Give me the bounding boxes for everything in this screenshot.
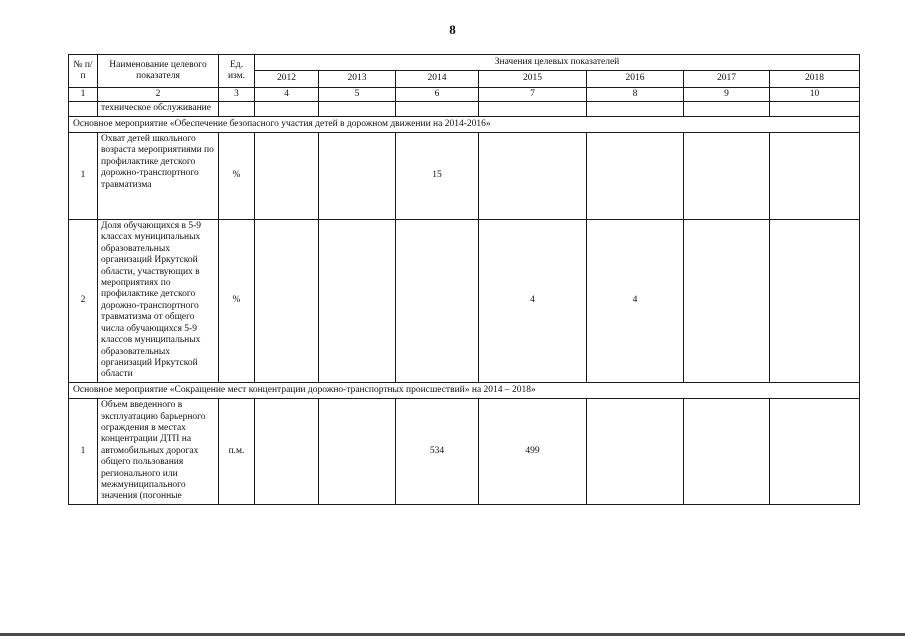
indicator-unit xyxy=(219,102,255,116)
indicator-unit: % xyxy=(219,133,255,220)
value-cell xyxy=(587,399,684,505)
value-cell xyxy=(587,102,684,116)
indicator-name: Доля обучающихся в 5-9 классах муниципальных образовательных организаций Иркутской области, участвующих в мероприятиях по профилактике детского дорожно-транспортного травматизма от общего числа обучающихся 5-9 классов муниципальных образовательных организаций Иркутской области xyxy=(98,220,219,383)
table-row xyxy=(69,102,860,116)
value-cell xyxy=(319,399,396,505)
value-cell xyxy=(319,220,396,383)
column-number: 7 xyxy=(479,87,587,101)
name-header: Наименование целевого показателя xyxy=(98,55,219,88)
value-cell xyxy=(319,102,396,116)
year-header: 2016 xyxy=(587,71,684,87)
value-cell xyxy=(255,133,319,220)
value-cell xyxy=(684,220,770,383)
table-row xyxy=(69,399,860,505)
column-number: 4 xyxy=(255,87,319,101)
column-number: 10 xyxy=(770,87,860,101)
column-number: 8 xyxy=(587,87,684,101)
value-cell xyxy=(684,102,770,116)
year-header: 2013 xyxy=(319,71,396,87)
year-header: 2014 xyxy=(396,71,479,87)
row-number: 2 xyxy=(69,220,98,383)
value-cell xyxy=(770,133,860,220)
value-cell xyxy=(255,102,319,116)
value-cell xyxy=(396,102,479,116)
year-header: 2015 xyxy=(479,71,587,87)
value-cell xyxy=(255,399,319,505)
section-header-row xyxy=(69,116,860,132)
indicator-unit: % xyxy=(219,220,255,383)
year-header: 2018 xyxy=(770,71,860,87)
column-number: 9 xyxy=(684,87,770,101)
value-cell xyxy=(319,133,396,220)
value-cell xyxy=(587,133,684,220)
value-cell: 4 xyxy=(479,220,587,383)
column-number: 6 xyxy=(396,87,479,101)
table-row xyxy=(69,220,860,383)
row-number: 1 xyxy=(69,399,98,505)
row-number xyxy=(69,102,98,116)
value-cell xyxy=(770,399,860,505)
indicator-name: техническое обслуживание xyxy=(98,102,219,116)
section-header-row xyxy=(69,382,860,398)
value-cell xyxy=(479,102,587,116)
indicator-unit: п.м. xyxy=(219,399,255,505)
value-cell: 15 xyxy=(396,133,479,220)
section-title: Основное мероприятие «Обеспечение безопасного участия детей в дорожном движении на 2014-2016» xyxy=(69,116,860,132)
indicator-name: Объем введенного в эксплуатацию барьерного ограждения в местах концентрации ДТП на автомобильных дорогах общего пользования регионального или межмуниципального значения (погонные xyxy=(98,399,219,505)
values-header: Значения целевых показателей xyxy=(255,55,860,71)
unit-header: Ед. изм. xyxy=(219,55,255,88)
column-number-row xyxy=(69,87,860,101)
bottom-edge-line xyxy=(0,633,905,636)
target-indicators-table xyxy=(68,54,860,505)
row-number: 1 xyxy=(69,133,98,220)
page-number: 8 xyxy=(449,22,456,37)
header-row-1 xyxy=(69,55,860,71)
value-cell xyxy=(770,102,860,116)
value-cell xyxy=(255,220,319,383)
value-cell xyxy=(479,133,587,220)
value-cell: 534 xyxy=(396,399,479,505)
indicator-name: Охват детей школьного возраста мероприятиями по профилактике детского дорожно-транспортного травматизма xyxy=(98,133,219,220)
column-number: 2 xyxy=(98,87,219,101)
year-header: 2012 xyxy=(255,71,319,87)
value-cell xyxy=(770,220,860,383)
value-cell: 499 xyxy=(479,399,587,505)
table-row xyxy=(69,133,860,220)
column-number: 3 xyxy=(219,87,255,101)
value-cell xyxy=(684,399,770,505)
value-cell xyxy=(396,220,479,383)
num-header: № п/п xyxy=(69,55,98,88)
section-title: Основное мероприятие «Сокращение мест концентрации дорожно-транспортных происшествий» на 2014 – 2018» xyxy=(69,382,860,398)
value-cell: 4 xyxy=(587,220,684,383)
column-number: 5 xyxy=(319,87,396,101)
year-header: 2017 xyxy=(684,71,770,87)
value-cell xyxy=(684,133,770,220)
column-number: 1 xyxy=(69,87,98,101)
